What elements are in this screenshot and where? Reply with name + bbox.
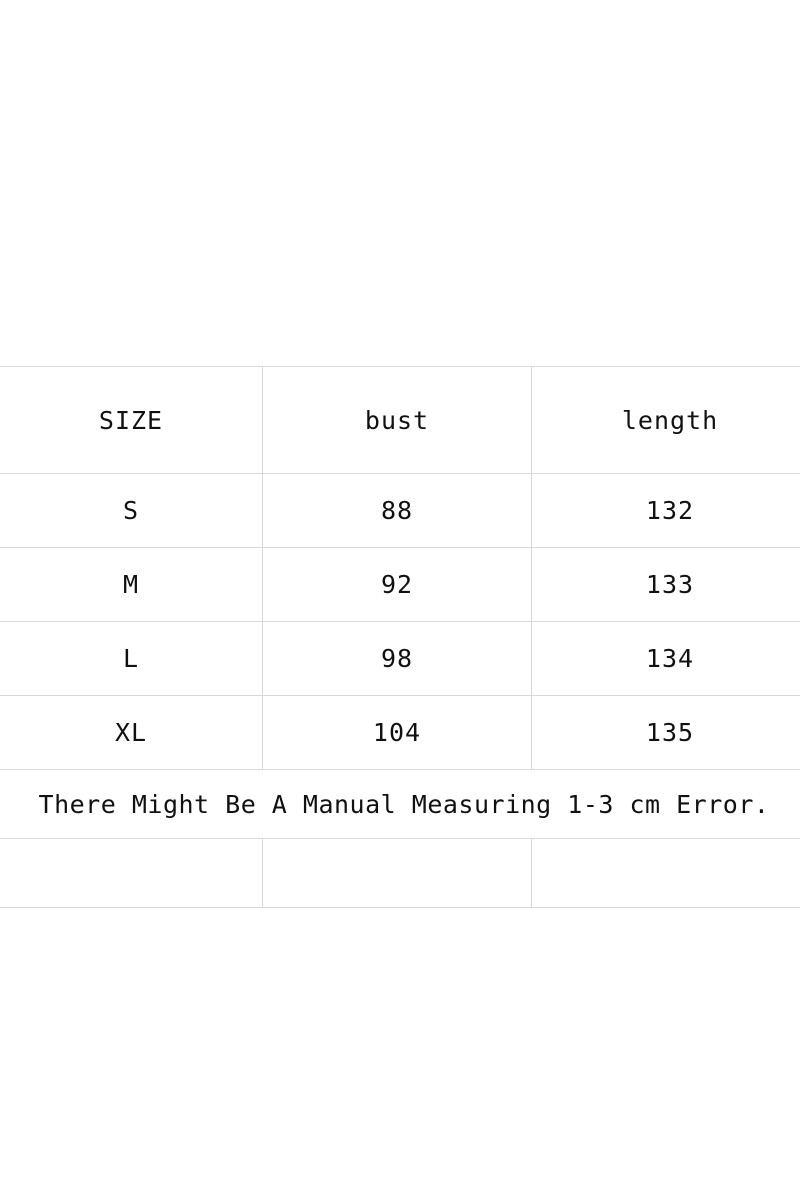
cell-size: L [0, 622, 263, 696]
table-header [0, 367, 800, 474]
table-header-row [0, 367, 800, 474]
table-body [0, 474, 800, 770]
stub-cell-length [532, 839, 800, 908]
table-row [0, 696, 800, 770]
column-header-bust: bust [263, 367, 532, 474]
cell-size: S [0, 474, 263, 548]
table-row [0, 474, 800, 548]
size-chart [0, 366, 800, 908]
table-row [0, 622, 800, 696]
cell-bust: 92 [263, 548, 532, 622]
table-stub-row [0, 839, 800, 908]
cell-length: 135 [532, 696, 800, 770]
cell-length: 133 [532, 548, 800, 622]
measuring-note: There Might Be A Manual Measuring 1-3 cm Error. [0, 770, 800, 839]
cell-bust: 88 [263, 474, 532, 548]
stub-cell-size [0, 839, 263, 908]
table-footer [0, 770, 800, 908]
stub-cell-bust [263, 839, 532, 908]
cell-length: 134 [532, 622, 800, 696]
measuring-note-row [0, 770, 800, 839]
cell-length: 132 [532, 474, 800, 548]
column-header-length: length [532, 367, 800, 474]
column-header-size: SIZE [0, 367, 263, 474]
cell-bust: 98 [263, 622, 532, 696]
size-chart-table [0, 366, 800, 908]
table-row [0, 548, 800, 622]
cell-bust: 104 [263, 696, 532, 770]
cell-size: M [0, 548, 263, 622]
cell-size: XL [0, 696, 263, 770]
